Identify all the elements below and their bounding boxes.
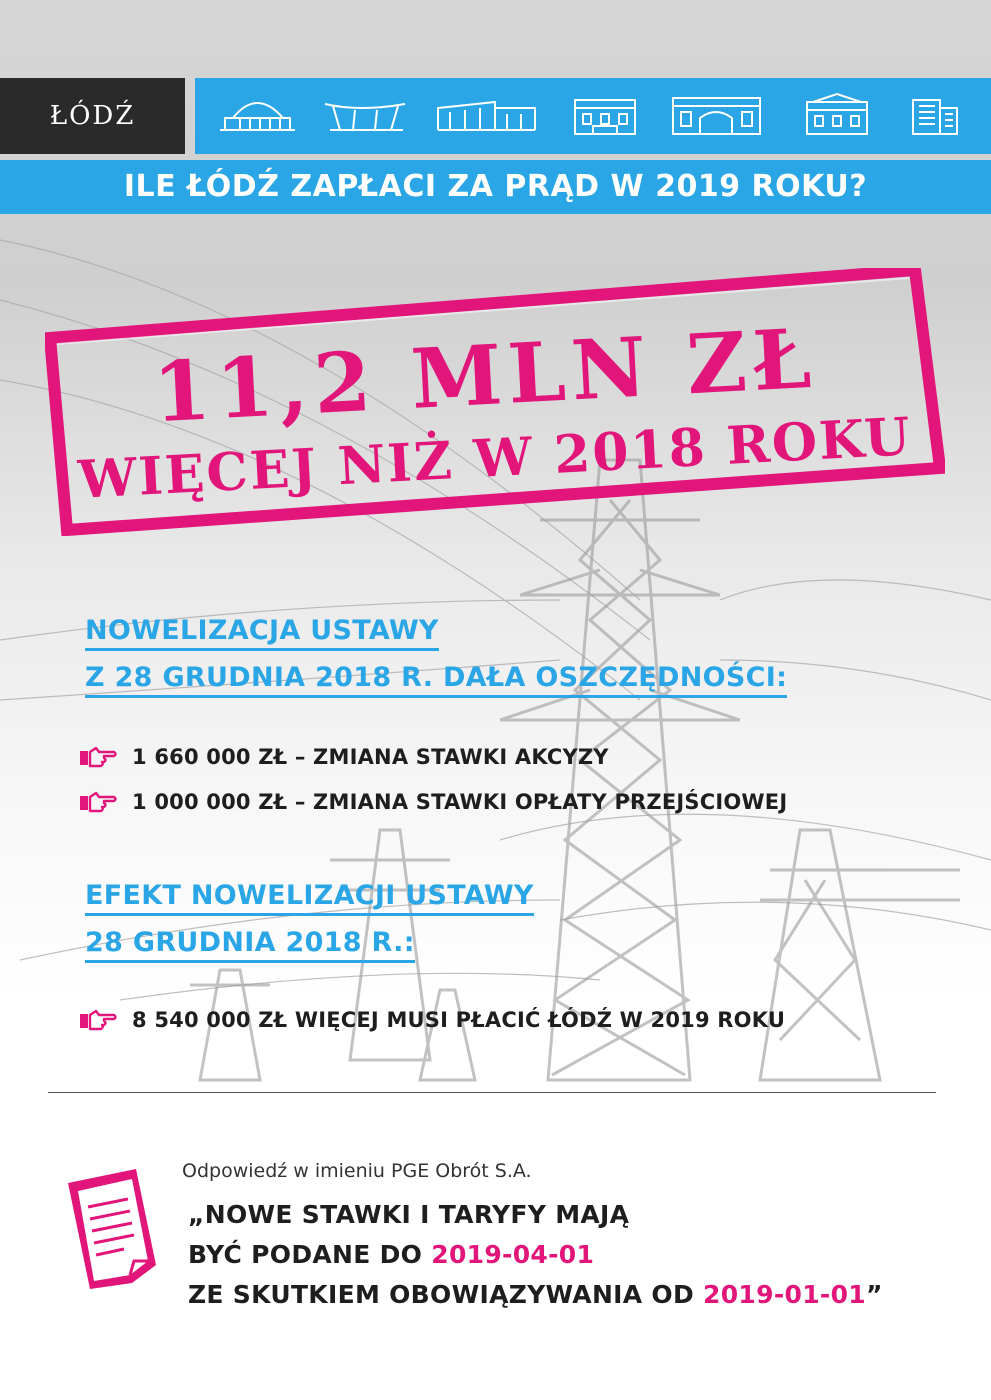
list-item [78, 745, 609, 769]
section2-heading-line2-wrap [85, 927, 415, 963]
office-tower-icon [913, 100, 957, 134]
tenement-icon [575, 100, 635, 134]
list-item [78, 1008, 785, 1032]
effective-date: 2019-01-01 [703, 1280, 866, 1309]
header-icon-bar [195, 78, 991, 154]
quote-line2-text: BYĆ PODANE DO [188, 1240, 432, 1269]
pointing-hand-icon [78, 745, 118, 769]
list-item-text: 1 660 000 ZŁ – ZMIANA STAWKI AKCYZY [132, 745, 609, 769]
section1-heading-line1: NOWELIZACJA USTAWY [85, 615, 439, 651]
closing-quote: ” [865, 1280, 883, 1309]
logo-box [0, 78, 185, 154]
divider [48, 1092, 936, 1093]
section1-heading-line2-wrap [85, 662, 787, 698]
quote-line3 [188, 1280, 883, 1309]
section2-heading-line1: EFEKT NOWELIZACJI USTAWY [85, 880, 534, 916]
stamp-subtitle: WIĘCEJ NIŻ W 2018 ROKU [76, 406, 914, 511]
arched-gate-icon [673, 98, 760, 134]
document-icon [62, 1165, 162, 1290]
quote-line1: „NOWE STAWKI I TARYFY MAJĄ [188, 1200, 630, 1229]
section1-heading-line1-wrap [85, 615, 439, 651]
page-title: ILE ŁÓDŹ ZAPŁACI ZA PRĄD W 2019 ROKU? [123, 169, 868, 204]
stamp-amount: 11,2 MLN ZŁ [150, 310, 820, 442]
canopy-building-icon [325, 104, 405, 130]
quote-line3-text: ZE SKUTKIEM OBOWIĄZYWANIA OD [188, 1280, 704, 1309]
landmark-icons [195, 78, 991, 154]
publication-date: 2019-04-01 [431, 1240, 595, 1269]
stamp [45, 268, 945, 536]
section1-heading-line2: Z 28 GRUDNIA 2018 R. DAŁA OSZCZĘDNOŚCI: [85, 662, 787, 698]
list-item-text: 1 000 000 ZŁ – ZMIANA STAWKI OPŁATY PRZEJŚCIOWEJ [132, 790, 788, 814]
city-logo: ŁÓDŹ [49, 101, 136, 131]
palace-icon [807, 94, 867, 134]
quote-line2 [188, 1240, 594, 1269]
pointing-hand-icon [78, 1008, 118, 1032]
section2-heading-line2: 28 GRUDNIA 2018 R.: [85, 927, 415, 963]
list-item [78, 790, 787, 814]
modern-building-icon [438, 102, 535, 130]
railway-station-icon [220, 103, 295, 130]
footer-caption: Odpowiedź w imieniu PGE Obrót S.A. [182, 1160, 532, 1182]
section2-heading-line1-wrap [85, 880, 534, 916]
title-bar [0, 160, 991, 214]
pointing-hand-icon [78, 790, 118, 814]
list-item-text: 8 540 000 ZŁ WIĘCEJ MUSI PŁACIĆ ŁÓDŹ W 2019 ROKU [132, 1008, 786, 1032]
